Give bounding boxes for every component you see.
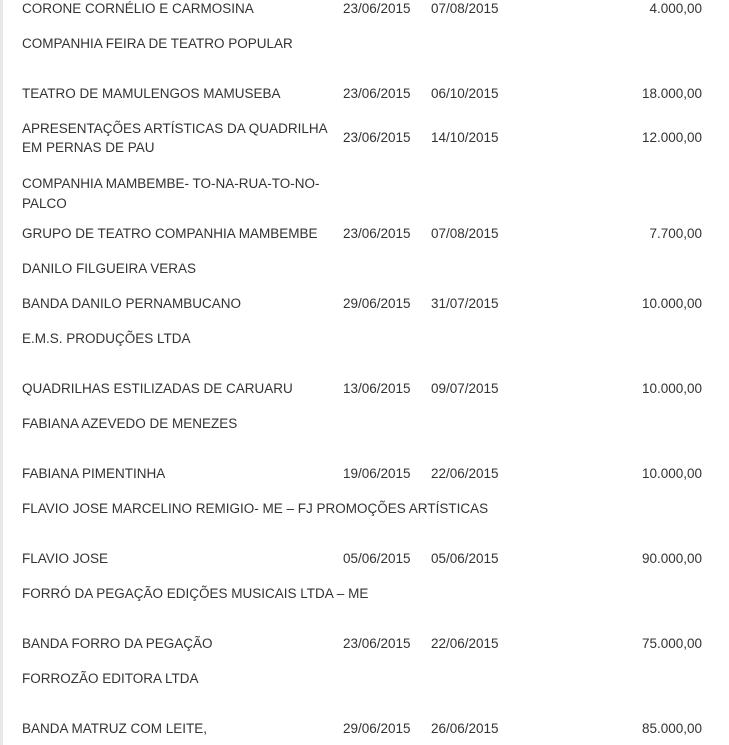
- row-name: BANDA MATRUZ COM LEITE,: [22, 721, 208, 736]
- row-end-date: 26/06/2015: [431, 721, 499, 736]
- row-value: 10.000,00: [641, 466, 702, 481]
- row-end-date: 14/10/2015: [431, 130, 499, 145]
- contractor-name: E.M.S. PRODUÇÕES LTDA: [22, 331, 191, 346]
- row-start-date: 23/06/2015: [343, 86, 411, 101]
- row-name-line2: EM PERNAS DE PAU: [22, 140, 155, 155]
- contractor-name: FORRÓ DA PEGAÇÃO EDIÇÕES MUSICAIS LTDA – ME: [22, 586, 369, 601]
- row-name: FABIANA PIMENTINHA: [22, 466, 166, 481]
- row-start-date: 29/06/2015: [343, 721, 411, 736]
- row-value: 75.000,00: [641, 636, 702, 651]
- row-name: QUADRILHAS ESTILIZADAS DE CARUARU: [22, 381, 293, 396]
- contractor-name: COMPANHIA FEIRA DE TEATRO POPULAR: [22, 36, 293, 51]
- row-end-date: 07/08/2015: [431, 1, 499, 16]
- row-name: FLAVIO JOSE: [22, 551, 109, 566]
- contractor-name: COMPANHIA MAMBEMBE- TO-NA-RUA-TO-NO-PALCO: [22, 176, 320, 211]
- row-start-date: 23/06/2015: [343, 130, 411, 145]
- row-value: 10.000,00: [641, 296, 702, 311]
- row-start-date: 23/06/2015: [343, 636, 411, 651]
- row-value: 12.000,00: [641, 130, 702, 145]
- row-start-date: 29/06/2015: [343, 296, 411, 311]
- row-start-date: 19/06/2015: [343, 466, 411, 481]
- row-end-date: 22/06/2015: [431, 636, 499, 651]
- row-name: BANDA DANILO PERNAMBUCANO: [22, 296, 242, 311]
- contractor-name: FLAVIO JOSE MARCELINO REMIGIO- ME – FJ PROMOÇÕES ARTÍSTICAS: [22, 501, 489, 516]
- row-name: TEATRO DE MAMULENGOS MAMUSEBA: [22, 86, 281, 101]
- row-end-date: 31/07/2015: [431, 296, 499, 311]
- row-value: 90.000,00: [641, 551, 702, 566]
- row-start-date: 13/06/2015: [343, 381, 411, 396]
- contractor-name: FORROZÃO EDITORA LTDA: [22, 671, 199, 686]
- row-start-date: 05/06/2015: [343, 551, 411, 566]
- row-name: GRUPO DE TEATRO COMPANHIA MAMBEMBE: [22, 226, 318, 241]
- row-start-date: 23/06/2015: [343, 226, 411, 241]
- row-value: 85.000,00: [641, 721, 702, 736]
- row-end-date: 09/07/2015: [431, 381, 499, 396]
- row-value: 18.000,00: [641, 86, 702, 101]
- row-end-date: 05/06/2015: [431, 551, 499, 566]
- row-end-date: 22/06/2015: [431, 466, 499, 481]
- contractor-name: FABIANA AZEVEDO DE MENEZES: [22, 416, 238, 431]
- row-end-date: 06/10/2015: [431, 86, 499, 101]
- row-name-line1: APRESENTAÇÕES ARTÍSTICAS DA QUADRILHA: [22, 121, 328, 136]
- contractor-name: DANILO FILGUEIRA VERAS: [22, 261, 197, 276]
- row-name: CORONE CORNÉLIO E CARMOSINA: [22, 1, 254, 16]
- row-start-date: 23/06/2015: [343, 1, 411, 16]
- row-end-date: 07/08/2015: [431, 226, 499, 241]
- row-name: BANDA FORRO DA PEGAÇÃO: [22, 636, 213, 651]
- row-value: 4.000,00: [649, 1, 702, 16]
- row-value: 10.000,00: [641, 381, 702, 396]
- row-value: 7.700,00: [649, 226, 702, 241]
